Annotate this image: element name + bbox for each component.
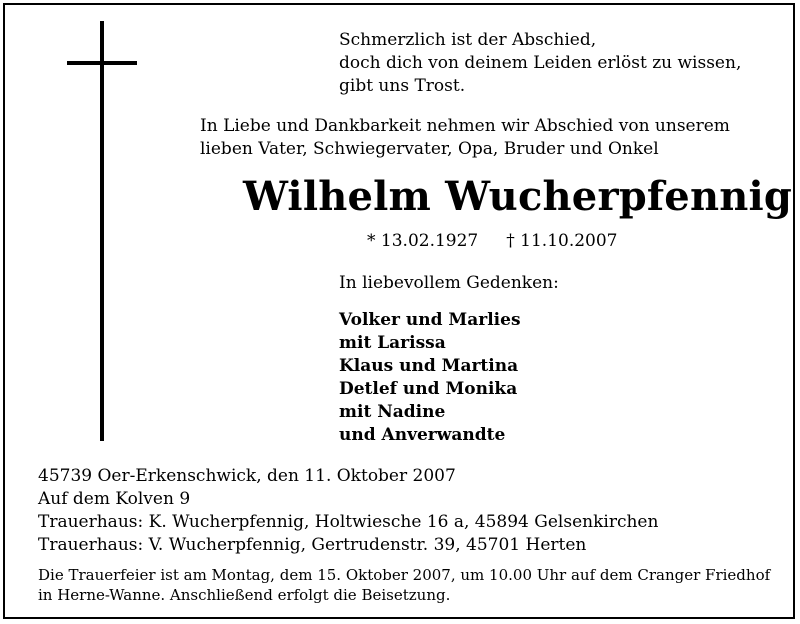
family-member: mit Larissa — [339, 333, 446, 353]
birth-date: * 13.02.1927 — [367, 231, 479, 251]
memorial-quote — [339, 29, 741, 98]
notice-line: Die Trauerfeier ist am Montag, dem 15. Oktober 2007, um 10.00 Uhr auf dem Cranger Friedhof — [38, 566, 771, 584]
family-member: Detlef und Monika — [339, 379, 518, 399]
farewell-intro — [200, 115, 730, 161]
cross-icon-bar — [67, 61, 137, 65]
funeral-notice — [38, 565, 770, 605]
quote-line: gibt uns Trost. — [339, 76, 466, 96]
obituary-card — [3, 3, 795, 619]
family-member: Volker und Marlies — [339, 310, 521, 330]
memory-heading: In liebevollem Gedenken: — [339, 273, 559, 293]
intro-line: lieben Vater, Schwiegervater, Opa, Bruder und Onkel — [200, 139, 659, 159]
address-line: 45739 Oer-Erkenschwick, den 11. Oktober 2007 — [38, 466, 456, 486]
intro-line: In Liebe und Dankbarkeit nehmen wir Abschied von unserem — [200, 116, 730, 136]
family-member: und Anverwandte — [339, 425, 506, 445]
address-line: Trauerhaus: V. Wucherpfennig, Gertrudenstr. 39, 45701 Herten — [38, 535, 587, 555]
death-date: † 11.10.2007 — [506, 231, 618, 251]
address-line: Auf dem Kolven 9 — [38, 489, 191, 509]
life-dates — [367, 231, 618, 251]
family-member: Klaus und Martina — [339, 356, 519, 376]
cross-icon — [100, 21, 104, 441]
address-block — [38, 465, 658, 557]
quote-line: doch dich von deinem Leiden erlöst zu wissen, — [339, 53, 742, 73]
address-line: Trauerhaus: K. Wucherpfennig, Holtwiesche 16 a, 45894 Gelsenkirchen — [38, 512, 659, 532]
quote-line: Schmerzlich ist der Abschied, — [339, 30, 597, 50]
family-member: mit Nadine — [339, 402, 446, 422]
notice-line: in Herne-Wanne. Anschließend erfolgt die Beisetzung. — [38, 586, 451, 604]
deceased-name: Wilhelm Wucherpfennig — [243, 173, 793, 220]
family-list — [339, 309, 521, 447]
